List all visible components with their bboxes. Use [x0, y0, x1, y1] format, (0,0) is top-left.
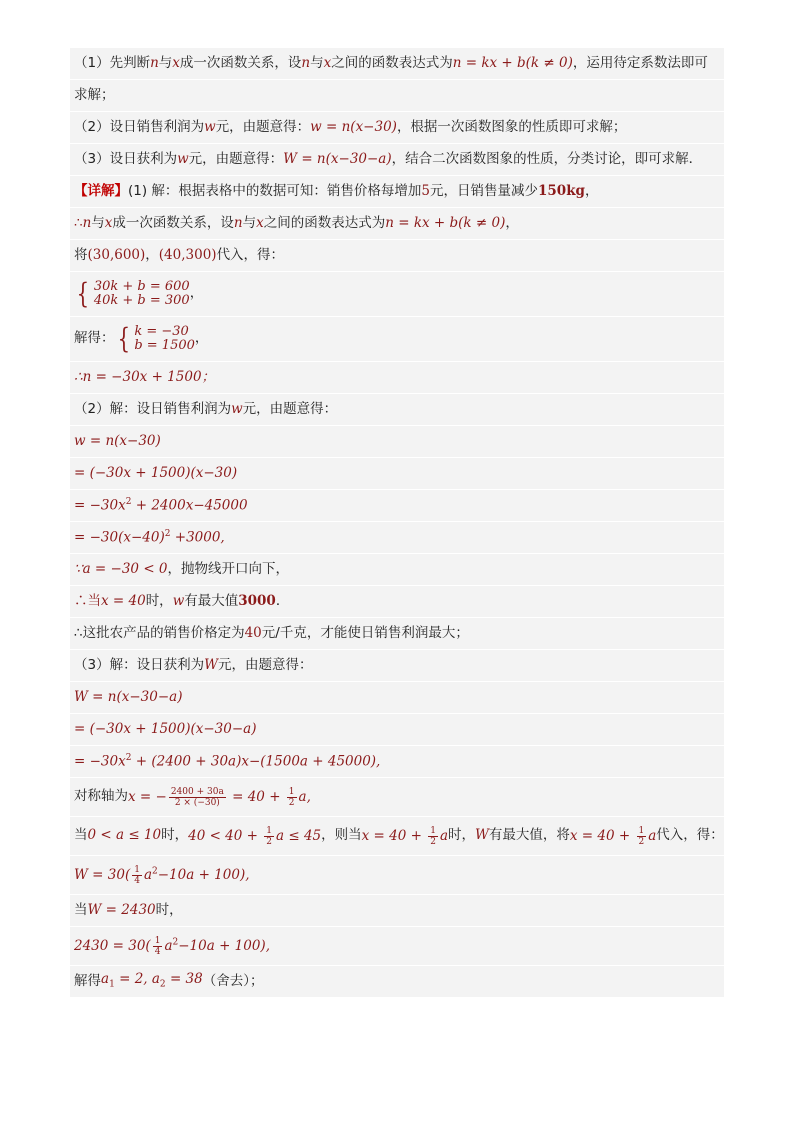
text: （3）解：设日获利为 [74, 656, 205, 673]
exponent: 2 [152, 866, 158, 876]
math: 5 [421, 182, 431, 199]
detail-tag: 【详解】 [74, 182, 128, 199]
math: a [648, 827, 657, 844]
math-line [70, 586, 724, 618]
text: 将 [74, 246, 88, 263]
math-line-axis [70, 778, 724, 817]
detail-line-3 [70, 240, 724, 272]
fraction [153, 936, 163, 957]
text: (1) 解：根据表格中的数据可知：销售价格每增加 [128, 182, 422, 199]
fraction [169, 787, 226, 808]
math: 150kg [538, 182, 585, 199]
equation-row: k = −30 [134, 324, 189, 339]
math-line-case [70, 817, 724, 856]
text: 元，由题意得： [242, 400, 338, 417]
math: a [143, 866, 153, 883]
math-line [70, 458, 724, 490]
math-line [70, 490, 724, 522]
text: 元，由题意得： [217, 656, 313, 673]
text: （2）解：设日销售利润为 [74, 400, 232, 417]
therefore-symbol: ∴ [74, 214, 83, 231]
math-line [70, 714, 724, 746]
brace-system: { k = −30 b = 1500 [117, 322, 195, 355]
equation-row: b = 1500 [134, 338, 195, 353]
math: 40 [244, 624, 262, 641]
math: w = n(x−30) [74, 432, 161, 449]
math-line-solution [70, 966, 724, 998]
math: = (−30x + 1500)(x−30) [74, 464, 238, 481]
math: w [204, 118, 216, 135]
detail-line-2 [70, 208, 724, 240]
math: W = n(x−30−a) [74, 688, 183, 705]
math: +3000, [170, 529, 225, 546]
text: 与 [158, 54, 173, 71]
math: W = 30( [74, 866, 131, 883]
numerator: 1 [154, 935, 161, 946]
math: W = n(x−30−a) [283, 150, 392, 167]
text: ，运用待定系数法即可 [572, 54, 708, 71]
text: ∴当 [74, 592, 101, 609]
math: W [204, 656, 218, 673]
text: （2）设日销售利润为 [74, 118, 205, 135]
brace-system: { 30k + b = 600 40k + b = 300 [76, 277, 190, 310]
denominator: 2 [430, 836, 436, 847]
denominator: 2 [638, 836, 645, 847]
text: 时， [155, 901, 183, 918]
math-line [70, 426, 724, 458]
equation-row: 40k + b = 300 [93, 293, 190, 308]
fraction [264, 826, 274, 847]
math-line [70, 682, 724, 714]
math: n [82, 214, 92, 231]
analysis-line-3 [70, 112, 724, 144]
analysis-line-2 [70, 80, 724, 112]
math: ∴n = −30x + 1500； [74, 368, 216, 385]
math: = −30(x−40) [74, 529, 165, 546]
detail-line-1 [70, 176, 724, 208]
numerator: 1 [134, 864, 140, 875]
text: 成一次函数关系，设 [179, 54, 302, 71]
math: = −30x [74, 497, 126, 514]
math: W [475, 827, 489, 844]
denominator: 2 [266, 836, 272, 847]
numerator: 1 [638, 825, 645, 836]
text: 之间的函数表达式为 [331, 54, 453, 71]
text: （3）设日获利为 [74, 150, 178, 167]
text: 代入，得： [216, 246, 285, 263]
math-line [70, 895, 724, 927]
math: = 2, [114, 971, 148, 988]
numerator: 1 [430, 825, 436, 836]
math: 2430 = 30( [74, 937, 151, 954]
text: 有最大值，将 [488, 827, 570, 844]
text: ， [505, 214, 519, 231]
text: ，抛物线开口向下， [167, 560, 290, 577]
text: ，则当 [321, 827, 362, 844]
text: ， [189, 285, 204, 302]
math: 0 < a ≤ 10 [87, 827, 162, 844]
math: w [172, 592, 185, 609]
text: 解得： [74, 330, 115, 347]
math: n [301, 54, 311, 71]
math: x = 40 [101, 592, 146, 609]
math: = 40 + [227, 788, 285, 805]
text: ，根据一次函数图象的性质即可求解； [396, 118, 627, 135]
math: a [147, 971, 160, 988]
solution-document [70, 48, 724, 998]
math: n [233, 214, 243, 231]
math: = (−30x + 1500)(x−30−a) [74, 720, 257, 737]
exponent: 2 [125, 497, 132, 507]
math: n = kx + b(k ≠ 0) [385, 214, 506, 231]
text: （舍去）； [202, 972, 264, 989]
text: 代入，得： [656, 827, 724, 844]
equation-row: 30k + b = 600 [93, 279, 190, 294]
math: w [177, 150, 189, 167]
math: W = 2430 [87, 901, 156, 918]
math: (40,300) [158, 246, 217, 263]
math: −10a + 100), [178, 937, 270, 954]
text: 元，由题意得： [215, 118, 311, 135]
text: 成一次函数关系，设 [112, 214, 234, 231]
text: ． [275, 592, 290, 609]
text: 元，日销售量减少 [430, 182, 539, 199]
exponent: 2 [164, 529, 171, 539]
subscript: 2 [159, 979, 166, 990]
math-line [70, 618, 724, 650]
text: 时， [161, 827, 189, 844]
math: a [101, 971, 110, 988]
detail-line-result-1 [70, 362, 724, 394]
math-line [70, 522, 724, 554]
fraction [637, 826, 647, 847]
text: ， [585, 182, 599, 199]
math: x [172, 54, 180, 71]
text: 解得 [74, 972, 101, 989]
text: 有最大值 [184, 592, 239, 609]
math: w [231, 400, 243, 417]
text: 当 [74, 827, 88, 844]
math: x = − [128, 788, 167, 805]
math: a, [298, 788, 311, 805]
detail-line-part2 [70, 394, 724, 426]
text: （1）先判断 [74, 54, 151, 71]
math: x = 40 + [569, 827, 635, 844]
exponent: 2 [125, 753, 132, 763]
math: = −30x [74, 753, 126, 770]
detail-line-part3 [70, 650, 724, 682]
math: w = n(x−30) [310, 118, 397, 135]
math-line [70, 927, 724, 966]
text: 元，由题意得： [188, 150, 284, 167]
math-line [70, 554, 724, 586]
math: + (2400 + 30a)x−(1500a + 45000), [131, 753, 381, 770]
text: ， [194, 330, 209, 347]
numerator: 1 [266, 825, 272, 836]
text: 之间的函数表达式为 [263, 214, 386, 231]
math: x [256, 214, 264, 231]
text: 与 [242, 214, 257, 231]
math: a ≤ 45 [276, 827, 322, 844]
text: 元/千克，才能使日销售利润最大； [261, 624, 469, 641]
subscript: 1 [109, 979, 115, 990]
text: 与 [91, 214, 105, 231]
text: ，结合二次函数图象的性质，分类讨论，即可求解． [391, 150, 703, 167]
analysis-line-4 [70, 144, 724, 176]
text: 对称轴为 [74, 788, 128, 805]
fraction [287, 787, 297, 808]
equation-system-1 [70, 272, 724, 317]
math-line [70, 746, 724, 778]
math: x [104, 214, 113, 231]
text: 与 [310, 54, 324, 71]
math: = 38 [165, 971, 203, 988]
analysis-line-1 [70, 48, 724, 80]
math: n = kx + b(k ≠ 0) [452, 54, 573, 71]
math: + 2400x−45000 [131, 497, 248, 514]
text: 当 [74, 901, 88, 918]
math: x [323, 54, 332, 71]
math: a [439, 827, 449, 844]
denominator: 4 [134, 875, 140, 886]
math: −10a + 100), [157, 866, 250, 883]
fraction [132, 865, 142, 886]
numerator: 1 [288, 786, 295, 797]
fraction [428, 826, 438, 847]
text: 时， [448, 827, 476, 844]
text: ∴这批农产品的销售价格定为 [74, 624, 245, 641]
math: (30,600) [87, 246, 146, 263]
text: 时， [145, 592, 173, 609]
math: ∵a = −30 < 0 [74, 560, 168, 577]
equation-system-2 [70, 317, 724, 362]
math: 40 < 40 + [188, 827, 263, 844]
math-line [70, 856, 724, 895]
exponent: 2 [172, 937, 179, 947]
numerator: 2400 + 30a [170, 786, 224, 797]
text: 求解； [74, 86, 115, 103]
math: 3000 [238, 592, 276, 609]
text: ， [145, 246, 159, 263]
denominator: 2 × (−30) [174, 797, 220, 808]
math: n [150, 54, 159, 71]
denominator: 2 [288, 797, 295, 808]
math: a [164, 937, 173, 954]
denominator: 4 [154, 946, 161, 957]
math: x = 40 + [361, 827, 427, 844]
